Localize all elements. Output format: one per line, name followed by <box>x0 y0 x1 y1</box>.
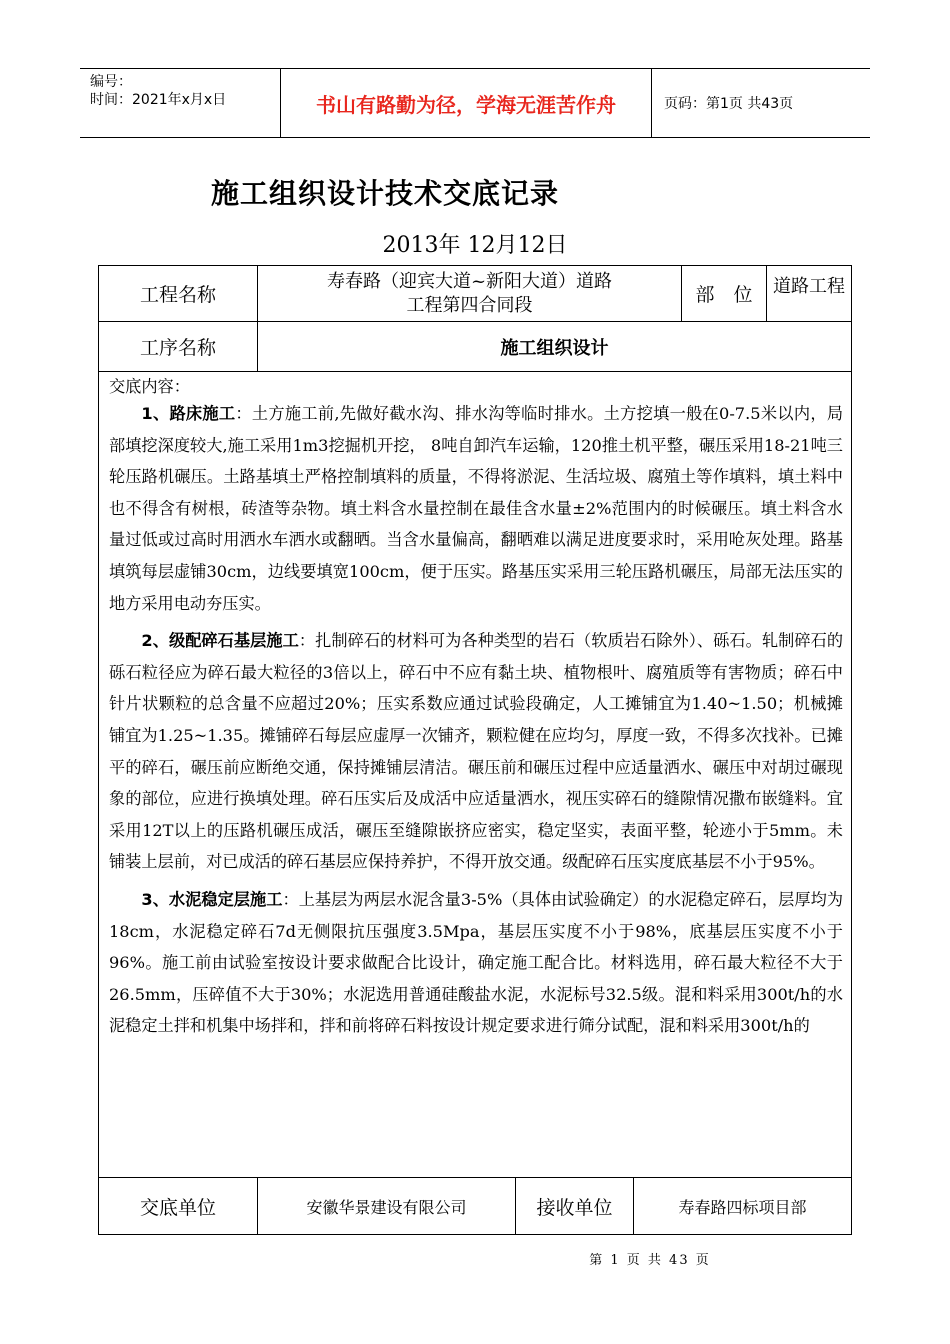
dept-label: 部 位 <box>681 266 766 321</box>
project-name-label: 工程名称 <box>139 284 216 306</box>
project-name-value <box>257 266 681 321</box>
dept-value: 道路工程 <box>766 266 851 321</box>
header-meta <box>80 69 280 137</box>
section-gravel-heading: 2、级配碎石基层施工 <box>141 631 299 651</box>
handover-content <box>99 372 851 1042</box>
receive-unit-label: 接收单位 <box>515 1178 633 1234</box>
content-label: 交底内容： <box>109 377 190 396</box>
record-table <box>98 265 852 1235</box>
section-cement-heading: 3、水泥稳定层施工 <box>141 889 283 909</box>
section-roadbed-heading: 1、路床施工 <box>141 404 236 423</box>
project-row <box>99 266 851 322</box>
document-title: 施工组织设计技术交底记录 <box>210 177 559 210</box>
page-header <box>80 68 870 138</box>
handover-unit-value: 安徽华景建设有限公司 <box>257 1178 515 1234</box>
header-motto: 书山有路勤为径，学海无涯苦作舟 <box>280 69 652 137</box>
receive-unit-value: 寿春路四标项目部 <box>633 1178 851 1234</box>
section-roadbed <box>109 398 843 619</box>
page-footer: 第 1 页 共 43 页 <box>589 1253 711 1268</box>
project-name-line1: 寿春路（迎宾大道~新阳大道）道路 <box>326 270 613 292</box>
process-name-value: 施工组织设计 <box>257 322 851 371</box>
section-cement-stabilized <box>109 884 843 1042</box>
section-roadbed-text: ：土方施工前,先做好截水沟、排水沟等临时排水。土方挖填一般在0-7.5米以内，局部填挖深度较大,施工采用1m3挖掘机开挖， 8吨自卸汽车运输，120推土机平整，碾压采用18-21吨三轮压路机碾压。土路基填土严格控制填料的质量，不得将淤泥、生活垃圾、腐殖土等作填料，填土料中也不得含有树根，砖渣等杂物。填土料含水量控制在最佳含水量±2%范围内的时候碾压。填土料含水量过低或过高时用洒水车洒水或翻晒。当含水量偏高，翻晒难以满足进度要求时，采用呛灰处理。路基填筑每层虚铺30cm，边线要填宽100cm，便于压实。路基压实采用三轮压路机碾压，局部无法压实的地方采用电动夯压实。 <box>109 404 844 613</box>
signature-row <box>99 1178 851 1234</box>
header-page-info: 页码：第1页 共43页 <box>664 96 794 112</box>
content-row <box>99 372 851 1178</box>
process-row <box>99 322 851 372</box>
document-time: 时间：2021年x月x日 <box>90 92 227 108</box>
handover-unit-label: 交底单位 <box>139 1196 216 1219</box>
document-number-label: 编号： <box>90 74 132 90</box>
section-cement-text: ：上基层为两层水泥含量3-5%（具体由试验确定）的水泥稳定碎石，层厚均为18cm，水泥稳定碎石7d无侧限抗压强度3.5Mpa，基层压实度不小于98%，底基层压实度不小于96%。施工前由试验室按设计要求做配合比设计，确定施工配合比。材料选用，碎石最大粒径不大于26.5mm，压碎值不大于30%；水泥选用普通硅酸盐水泥，水泥标号32.5级。混和料采用300t/h的水泥稳定土拌和机集中场拌和，拌和前将碎石料按设计规定要求进行筛分试配，混和料采用300t/h的 <box>109 889 844 1036</box>
project-name-line2: 工程第四合同段 <box>406 294 533 316</box>
document-date: 2013年 12月12日 <box>382 233 568 258</box>
process-name-label: 工序名称 <box>139 337 216 359</box>
section-gravel-text: ：扎制碎石的材料可为各种类型的岩石（软质岩石除外）、砾石。轧制碎石的砾石粒径应为碎石最大粒径的3倍以上，碎石中不应有黏土块、植物根叶、腐殖质等有害物质；碎石中针片状颗粒的总含量不应超过20%；压实系数应通过试验段确定，人工摊铺宜为1.40~1.50；机械摊铺宜为1.25~1.35。摊铺碎石每层应虚厚一次铺齐，颗粒健在应均匀，厚度一致，不得多次找补。已摊平的碎石，碾压前应断绝交通，保持摊铺层清洁。碾压前和碾压过程中应适量洒水、碾压中对胡过碾现象的部位，应进行换填处理。碎石压实后及成活中应适量洒水，视压实碎石的缝隙情况撒布嵌缝料。宜采用12T以上的压路机碾压成活，碾压至缝隙嵌挤应密实，稳定坚实，表面平整，轮迹小于5mm。未铺装上层前，对已成活的碎石基层应保持养护，不得开放交通。级配碎石压实度底基层不小于95%。 <box>109 631 844 872</box>
section-gravel-base <box>109 625 843 878</box>
